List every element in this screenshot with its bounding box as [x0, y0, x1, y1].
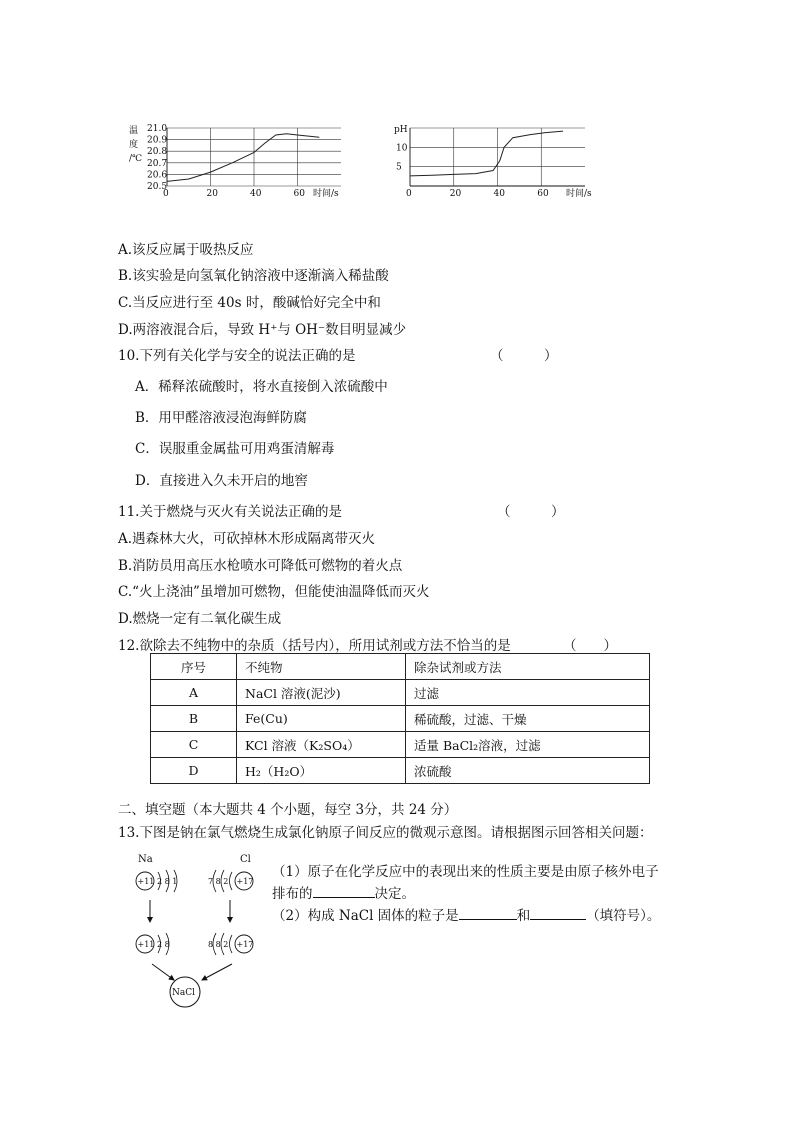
q11-option-a: A.遇森林大火，可砍掉林木形成隔离带灭火 [118, 531, 376, 547]
q11-stem: 11.关于燃烧与灭火有关说法正确的是 [118, 504, 342, 520]
q12-answer-paren: （ ） [563, 638, 617, 654]
nacl-product-label: NaCl [172, 988, 196, 998]
x-tick-label: 20 [449, 189, 462, 199]
na-atom [136, 870, 177, 892]
x-tick-label: 40 [493, 189, 505, 199]
temperature-chart [125, 120, 365, 200]
q10-stem: 10.下列有关化学与安全的说法正确的是 [118, 348, 356, 364]
cl-ion [208, 933, 253, 955]
q12-table [150, 653, 650, 784]
x-tick-label: 0 [406, 189, 412, 199]
row-impure: KCl 溶液（K₂SO₄） [237, 732, 406, 758]
cl-ion-nucleus-charge: +17 [236, 940, 254, 949]
ph-chart [390, 120, 610, 200]
section-heading: 二、填空题（本大题共 4 个小题，每空 3分，共 24 分） [118, 802, 458, 818]
x-tick-label: 0 [163, 189, 169, 199]
q13-sub2-post: （填符号）。 [586, 908, 661, 924]
temp-xlabel: 时间/s [313, 189, 339, 199]
x-tick-label: 60 [537, 189, 549, 199]
q13-blank-1[interactable] [313, 897, 375, 898]
q13-sub2-mid: 和 [516, 908, 531, 924]
row-method: 过滤 [406, 680, 650, 706]
row-index: C [151, 732, 237, 758]
x-tick-label: 40 [250, 189, 262, 199]
q10-answer-paren: （ ） [490, 348, 558, 364]
y-tick-label: 5 [396, 162, 402, 173]
cl-ion-electrons: 8 8 2 [208, 940, 229, 949]
temp-ylabel-1: 温 [129, 126, 139, 136]
q13-sub2-pre: （2）构成 NaCl 固体的粒子是 [272, 908, 459, 924]
ph-ylabel: pH [394, 125, 408, 135]
row-index: A [151, 680, 237, 706]
q13-sub2-line [272, 904, 660, 924]
q13-blank-3[interactable] [530, 919, 586, 920]
na-ion-electrons: 2 8 [157, 940, 170, 949]
na-atom-electrons: 2 8 1 [157, 877, 178, 886]
na-ion [136, 933, 170, 955]
q13-blank-2[interactable] [459, 919, 517, 920]
q9-option-d: D.两溶液混合后，导致 H⁺与 OH⁻数目明显减少 [118, 322, 407, 338]
q11-option-c: C.“火上浇油”虽增加可燃物，但能使油温降低而灭火 [118, 584, 430, 600]
table-row [151, 758, 650, 784]
row-impure: H₂（H₂O） [237, 758, 406, 784]
table-row [151, 680, 650, 706]
row-method: 浓硫酸 [406, 758, 650, 784]
row-impure: Fe(Cu) [237, 706, 406, 732]
q13-stem: 13.下图是钠在氯气燃烧生成氯化钠原子间反应的微观示意图。请根据图示回答相关问题： [118, 825, 653, 841]
na-nucleus-charge: +11 [137, 877, 155, 886]
table-row [151, 706, 650, 732]
y-tick-label: 21.0 [147, 124, 168, 134]
arrow-cl-ion-to-nacl [202, 964, 232, 980]
q9-option-c: C.当反应进行至 40s 时，酸碱恰好完全中和 [118, 295, 381, 311]
table-header-row [151, 654, 650, 680]
ph-grid [410, 128, 585, 186]
header-method: 除杂试剂或方法 [406, 654, 650, 680]
row-index: D [151, 758, 237, 784]
q11-answer-paren: （ ） [497, 504, 565, 520]
cl-label: Cl [240, 854, 251, 865]
q9-option-b: B.该实验是向氢氧化钠溶液中逐渐滴入稀盐酸 [118, 268, 389, 284]
y-tick-label: 20.8 [147, 147, 168, 158]
y-tick-label: 10 [396, 143, 408, 154]
y-tick-label: 20.5 [147, 182, 168, 192]
q10-option-c: C．误服重金属盐可用鸡蛋清解毒 [135, 441, 335, 457]
q10-option-b: B．用甲醛溶液浸泡海鲜防腐 [135, 410, 307, 426]
row-method: 适量 BaCl₂溶液，过滤 [406, 732, 650, 758]
row-impure: NaCl 溶液(泥沙) [237, 680, 406, 706]
y-tick-label: 20.9 [147, 135, 168, 146]
header-index: 序号 [151, 654, 237, 680]
q13-sub1-line1: （1）原子在化学反应中的表现出来的性质主要是由原子核外电子 [272, 864, 659, 880]
q13-sub1-post: 决定。 [374, 886, 415, 902]
x-tick-label: 20 [206, 189, 218, 199]
header-impure: 不纯物 [237, 654, 406, 680]
cl-atom-electrons: 7 8 2 [208, 877, 229, 886]
q10-option-a: A．稀释浓硫酸时，将水直接倒入浓硫酸中 [135, 379, 388, 395]
temp-ylabel-3: /℃ [129, 154, 143, 164]
temp-ylabel-2: 度 [129, 140, 139, 150]
arrow-na-ion-to-nacl [152, 964, 174, 980]
table-row [151, 732, 650, 758]
ph-series-line [410, 131, 563, 176]
q9-option-a: A.该反应属于吸热反应 [118, 242, 254, 258]
row-method: 稀硫酸，过滤、干燥 [406, 706, 650, 732]
row-index: B [151, 706, 237, 732]
q10-option-d: D．直接进入久未开启的地窖 [135, 473, 308, 489]
q13-sub1-line2 [272, 882, 415, 902]
y-tick-label: 20.6 [147, 170, 168, 181]
x-tick-label: 60 [293, 189, 305, 199]
na-label: Na [138, 854, 153, 865]
q12-stem: 12.欲除去不纯物中的杂质（括号内），所用试剂或方法不恰当的是 [118, 638, 511, 654]
cl-atom [208, 870, 253, 892]
q13-sub1-pre: 排布的 [272, 886, 313, 902]
q11-option-b: B.消防员用高压水枪喷水可降低可燃物的着火点 [118, 558, 403, 574]
q11-option-d: D.燃烧一定有二氧化碳生成 [118, 611, 282, 627]
na-ion-nucleus-charge: +11 [137, 940, 155, 949]
y-tick-label: 20.7 [147, 158, 168, 169]
cl-nucleus-charge: +17 [236, 877, 254, 886]
nacl-formation-diagram [130, 850, 270, 1010]
ph-xlabel: 时间/s [566, 189, 592, 199]
